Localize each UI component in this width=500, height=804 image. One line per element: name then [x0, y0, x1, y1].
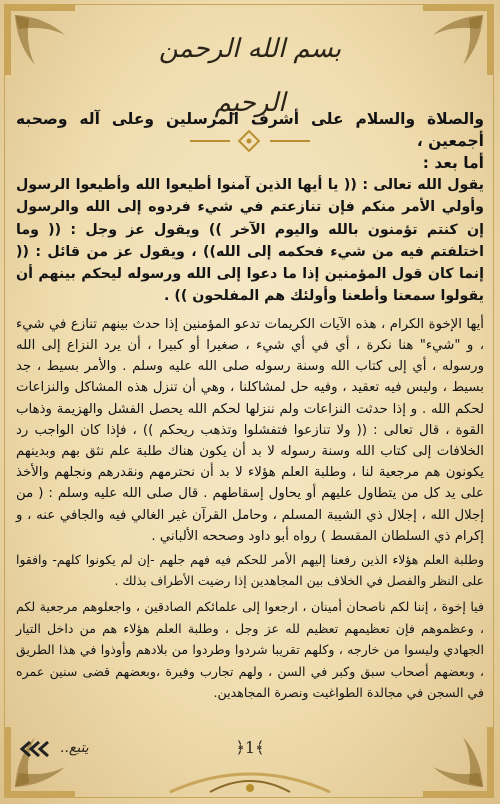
article-body: [16, 108, 484, 704]
quran-verses-paragraph: يقول الله تعالى : (( يا أيها الذين آمنوا أطيعوا الله وأطيعوا الرسول وأولي الأمر منكم فإن تنازعتم في شيء فردوه إلى الله والرسول إن كنتم تؤمنون بالله واليوم الآخر )) ويقول عز وجل : (( وما اختلفتم فيه من شيء فحكمه إلى الله)) ، ويقول عز من قائل : (( إنما كان قول المؤمنين إذا ما دعوا إلى الله ورسوله ليحكم بينهم أن يقولوا سمعنا وأطعنا وأولئك هم المفلحون )) .: [16, 177, 484, 305]
basmala-header: [150, 22, 350, 118]
opening-salutation: [16, 108, 484, 174]
scholars-paragraph: وطلبة العلم هؤلاء الذين رفعنا إليهم الأمر للحكم فيه فهم جلهم -إن لم يكونوا كلهم- وافقوا على النظر والفصل في الخلاف بين المجاهدين إذا رضيت الأطراف بذلك .: [16, 552, 484, 588]
to-be-continued-label: يتبع..: [60, 740, 89, 756]
main-paragraph: أيها الإخوة الكرام ، هذه الآيات الكريمات تدعو المؤمنين إذا حدث بينهم تنازع في شيء ، و "شيء" هنا نكرة ، أي في أي شيء ، صغيرا أو كبيرا ، أن يرد النزاع إلى الله ورسوله ، أي إلى كتاب الله وسنة رسوله صلى الله عليه وسلم . والأمر بسيط ، جد بسيط ، وليس فيه تعقيد ، وفيه حل لمشاكلنا ، وهي أن تنزل هذه المشاكل والنزاعات لحكم الله . و إذا حدثت النزاعات ولم ننزلها لحكم الله يحصل الفشل والهزيمة وذهاب القوة ، قال تعالى : (( ولا تنازعوا فتفشلوا وتذهب ريحكم )) ، فإذا كان الواجب رد الخلافات إلى كتاب الله وسنة رسوله لا بد أن يكون هناك طلبة علم نثق بهم وبدينهم يكونون هم مرجعية لنا ، وطلبة العلم هؤلاء لا بد أن نحترمهم ونقدرهم ونجلهم والأخذ على يد كل من يتطاول عليهم أو يحاول إسقاطهم . قال صلى الله عليه وسلم : ( من إجلال الله ، إجلال ذي الشيبة المسلم ، وحامل القرآن غير الغالي فيه والجافي عنه ، و إكرام ذي السلطان المقسط ) رواه أبو داود وصححه الألباني .: [16, 316, 484, 544]
bottom-ornament: [150, 762, 350, 798]
basmala-calligraphy: بسم الله الرحمن الرحيم: [158, 34, 342, 118]
amma-baad: أما بعد :: [422, 154, 484, 172]
corner-ornament-top-right: [423, 5, 493, 75]
advice-paragraph: فيا إخوة ، إننا لكم ناصحان أمينان ، ارجعوا إلى علمائكم الصادقين ، واجعلوهم مرجعية لكم ، وعظموهم فإن تعظيمهم تعظيم لله عز وجل ، وطلبة العلم هؤلاء هم من داخل التيار الجهادي وليسوا من خارجه ، وكلهم تقريبا شردوا وطردوا من بلادهم وأوذوا في هذا الطريق ، وبعضهم أصحاب سبق وكبر في السن ، ولهم تجارب وفيرة ،وبعضهم قضى سنين عمره في السجن في مجالدة الطواغيت ونصرة المجاهدين.: [16, 599, 484, 701]
salutation-line: والصلاة والسلام على أشرف المرسلين وعلى آله وصحبه أجمعين ،: [16, 110, 484, 150]
corner-ornament-top-left: [5, 5, 75, 75]
page-number: ﴿1﴾: [235, 738, 265, 757]
